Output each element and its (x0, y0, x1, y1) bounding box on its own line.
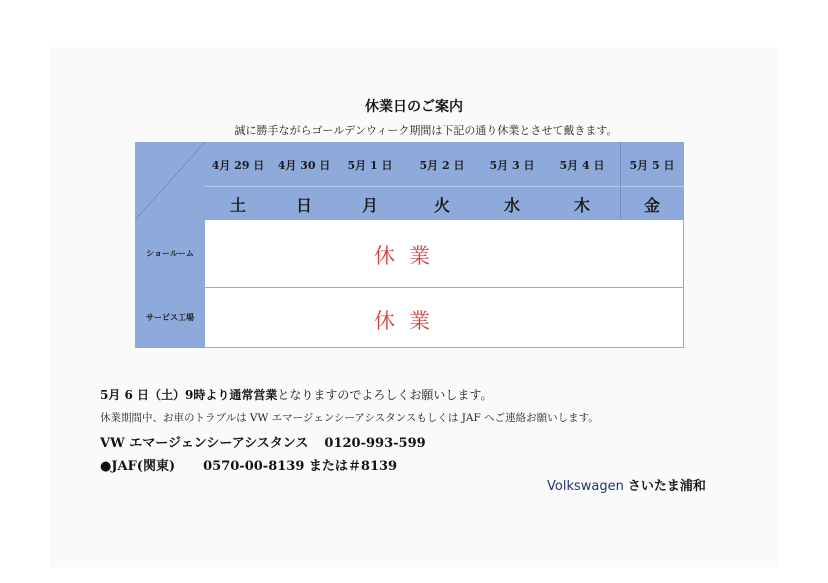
dow-wed: 水 (503, 196, 520, 215)
jaf-label: ●JAF(関東) (100, 459, 176, 474)
date-may-1: 5月 1 日 (347, 159, 393, 172)
notice-subtitle: 誠に勝手ながらゴールデンウィーク期間は下記の通り休業とさせて戴きます。 (234, 124, 618, 137)
date-apr-30: 4月 30 日 (277, 159, 331, 172)
dow-thu: 木 (573, 196, 590, 215)
vw-assistance-label: VW エマージェンシーアシスタンス (100, 436, 309, 451)
row-label-service-shop: サービス工場 (146, 312, 194, 322)
reopen-note-rest: となりますのでよろしくお願いします。 (277, 388, 493, 402)
dow-sat: 土 (229, 196, 246, 215)
row-divider (205, 287, 684, 288)
dow-tue: 火 (433, 196, 450, 215)
dow-fri: 金 (643, 196, 660, 215)
date-may-3: 5月 3 日 (489, 159, 535, 172)
date-may-5: 5月 5 日 (629, 159, 675, 172)
header-divider (205, 186, 684, 187)
vw-assistance-number: 0120-993-599 (324, 436, 426, 451)
jaf-line (100, 455, 397, 474)
closed-label-showroom: 休業 (374, 244, 444, 268)
date-may-2: 5月 2 日 (419, 159, 465, 172)
dealer-brand: Volkswagen (547, 479, 624, 494)
corner-diagonal (135, 142, 205, 220)
jaf-number: 0570-00-8139 または＃8139 (203, 459, 398, 474)
reopen-note (100, 386, 492, 403)
row-label-showroom: ショールーム (146, 248, 194, 258)
date-apr-29: 4月 29 日 (211, 159, 265, 172)
closed-label-service-shop: 休業 (374, 309, 444, 333)
vw-assistance-line (100, 432, 426, 451)
date-may-4: 5月 4 日 (559, 159, 605, 172)
trouble-note: 休業期間中、お車のトラブルは VW エマージェンシーアシスタンスもしくは JAF へご連絡お願いします。 (100, 412, 599, 424)
dealer-name: さいたま浦和 (627, 479, 706, 494)
reopen-date: 5月 6 日（土）9時より通常営業 (100, 388, 278, 402)
notice-title: 休業日のご案内 (365, 99, 463, 115)
dow-mon: 月 (361, 196, 378, 215)
dealer-signature (547, 475, 706, 494)
dow-sun: 日 (295, 196, 312, 215)
